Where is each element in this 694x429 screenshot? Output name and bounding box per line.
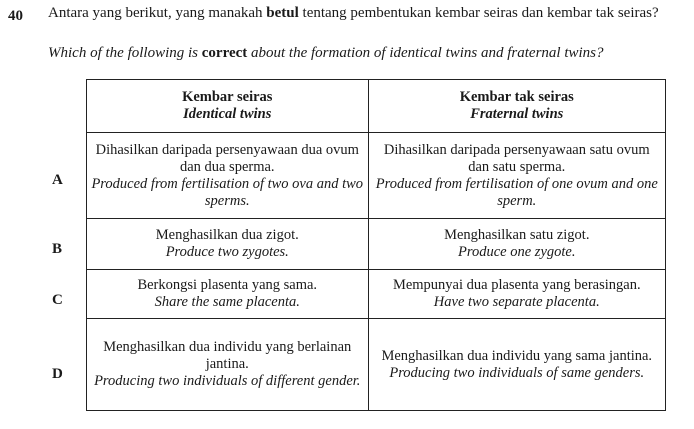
keyword-correct: correct <box>201 45 248 61</box>
cell-c-fraternal: Mempunyai dua plasenta yang berasingan. Have two separate placenta. <box>368 270 665 319</box>
comparison-table <box>86 79 666 411</box>
option-c-label[interactable]: C <box>52 292 63 308</box>
cell-b-fraternal: Menghasilkan satu zigot. Produce one zygote. <box>368 219 665 270</box>
option-a-label[interactable]: A <box>52 172 63 188</box>
option-d-label[interactable]: D <box>52 366 63 382</box>
header-identical: Kembar seiras Identical twins <box>87 80 369 133</box>
keyword-betul: betul <box>266 5 299 21</box>
table-header-row <box>87 80 666 133</box>
table-row-d <box>87 319 666 411</box>
cell-a-identical: Dihasilkan daripada persenyawaan dua ovum dan dua sperma. Produced from fertilisation of two ova and two sperms. <box>87 133 369 219</box>
table-row-b <box>87 219 666 270</box>
option-b-label[interactable]: B <box>52 241 63 257</box>
question-number: 40 <box>8 8 23 24</box>
cell-c-identical: Berkongsi plasenta yang sama. Share the same placenta. <box>87 270 369 319</box>
table-row-a <box>87 133 666 219</box>
question-text-malay: Antara yang berikut, yang manakah betul tentang pembentukan kembar seiras dan kembar tak seiras? <box>48 5 659 21</box>
cell-a-fraternal: Dihasilkan daripada persenyawaan satu ovum dan satu sperma. Produced from fertilisation of one ovum and one sperm. <box>368 133 665 219</box>
table-row-c <box>87 270 666 319</box>
question-text-english: Which of the following is correct about the formation of identical twins and fraternal twins? <box>48 45 604 61</box>
cell-d-identical: Menghasilkan dua individu yang berlainan jantina. Producing two individuals of different gender. <box>87 319 369 411</box>
header-fraternal: Kembar tak seiras Fraternal twins <box>368 80 665 133</box>
cell-d-fraternal: Menghasilkan dua individu yang sama jantina. Producing two individuals of same genders. <box>368 319 665 411</box>
cell-b-identical: Menghasilkan dua zigot. Produce two zygotes. <box>87 219 369 270</box>
